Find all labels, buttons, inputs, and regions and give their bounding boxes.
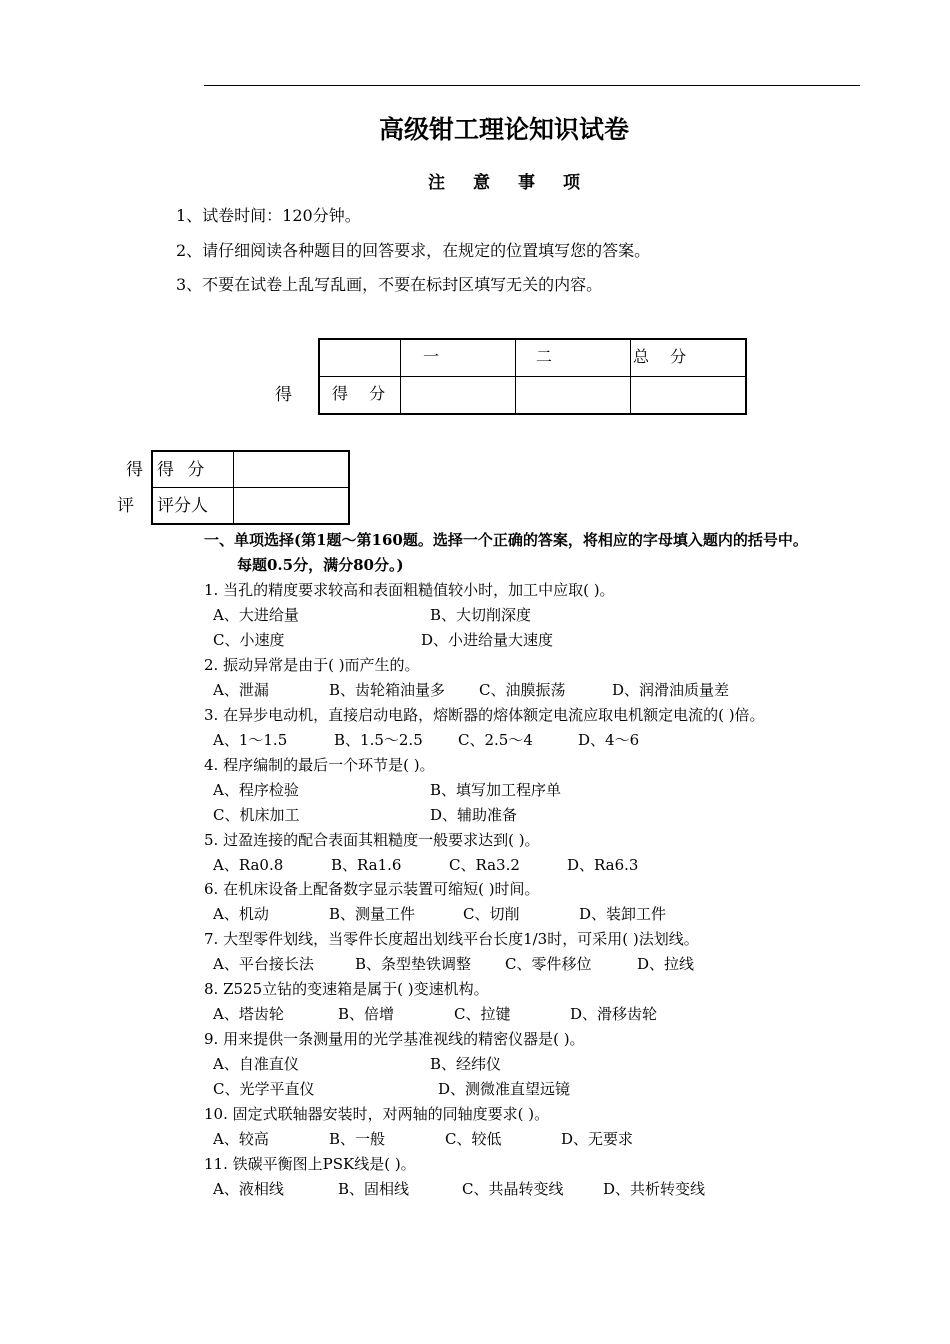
score-cell[interactable] — [401, 377, 516, 415]
question-option: C、Ra3.2 — [449, 856, 520, 874]
score-side-label: 得 — [275, 385, 292, 405]
score-header-cell — [319, 339, 401, 377]
score-header-cell: 二 — [516, 339, 631, 377]
question-option: A、机动 — [213, 905, 269, 923]
question-stem: 4. 程序编制的最后一个环节是( )。 — [204, 756, 435, 774]
question-option: D、Ra6.3 — [567, 856, 639, 874]
score-header-cell: 一 — [401, 339, 516, 377]
question-option: D、测微准直望远镜 — [438, 1080, 571, 1098]
grader-side-label: 评 — [117, 496, 134, 516]
question-option: D、润滑油质量差 — [612, 681, 730, 699]
question-option: A、大进给量 — [213, 606, 299, 624]
question-option: A、程序检验 — [213, 781, 299, 799]
question-option: C、光学平直仪 — [213, 1080, 315, 1098]
question-option: C、拉键 — [454, 1005, 511, 1023]
section-heading: 一、单项选择(第1题～第160题。选择一个正确的答案，将相应的字母填入题内的括号中。 — [204, 531, 808, 549]
notice-item: 3、不要在试卷上乱写乱画，不要在标封区填写无关的内容。 — [176, 275, 603, 294]
notice-item: 2、请仔细阅读各种题目的回答要求，在规定的位置填写您的答案。 — [176, 241, 651, 260]
question-option: A、1～1.5 — [213, 731, 288, 749]
notice-title: 注意事项 — [428, 173, 608, 193]
score-header-cell: 总 分 — [631, 339, 747, 377]
question-option: B、齿轮箱油量多 — [329, 681, 446, 699]
question-option: B、填写加工程序单 — [430, 781, 562, 799]
question-option: D、装卸工件 — [579, 905, 667, 923]
question-option: D、拉线 — [637, 955, 695, 973]
question-option: A、泄漏 — [213, 681, 269, 699]
question-stem: 11. 铁碳平衡图上PSK线是( )。 — [204, 1155, 416, 1173]
question-option: D、辅助准备 — [430, 806, 518, 824]
grader-cell[interactable] — [234, 451, 350, 488]
grader-cell[interactable] — [234, 488, 350, 525]
question-option: C、切削 — [463, 905, 520, 923]
question-stem: 5. 过盈连接的配合表面其粗糙度一般要求达到( )。 — [204, 831, 540, 849]
grader-row-label: 得 分 — [152, 451, 234, 488]
question-stem: 7. 大型零件划线，当零件长度超出划线平台长度1/3时，可采用( )法划线。 — [204, 930, 699, 948]
question-option: D、小进给量大速度 — [421, 631, 554, 649]
question-option: B、倍增 — [338, 1005, 395, 1023]
question-option: A、平台接长法 — [213, 955, 314, 973]
question-option: A、较高 — [213, 1130, 269, 1148]
grader-table — [151, 450, 350, 525]
page-title: 高级钳工理论知识试卷 — [378, 115, 629, 144]
score-cell[interactable] — [631, 377, 747, 415]
section-heading-continued: 每题0.5分，满分80分。) — [237, 556, 404, 574]
question-stem: 6. 在机床设备上配备数字显示装置可缩短( )时间。 — [204, 880, 540, 898]
question-option: C、零件移位 — [505, 955, 592, 973]
header-rule — [204, 85, 860, 86]
question-option: A、Ra0.8 — [213, 856, 284, 874]
question-stem: 8. Z525立钻的变速箱是属于( )变速机构。 — [204, 980, 489, 998]
score-table — [318, 338, 747, 415]
question-stem: 10. 固定式联轴器安装时，对两轴的同轴度要求( )。 — [204, 1105, 550, 1123]
score-row-label: 得 分 — [319, 377, 401, 415]
question-stem: 9. 用来提供一条测量用的光学基准视线的精密仪器是( )。 — [204, 1030, 585, 1048]
question-option: D、4～6 — [578, 731, 640, 749]
question-option: C、油膜振荡 — [479, 681, 566, 699]
question-option: B、1.5～2.5 — [334, 731, 423, 749]
question-option: C、小速度 — [213, 631, 285, 649]
question-option: B、大切削深度 — [430, 606, 532, 624]
question-option: B、Ra1.6 — [331, 856, 402, 874]
question-option: C、共晶转变线 — [462, 1180, 564, 1198]
question-option: D、无要求 — [561, 1130, 634, 1148]
question-option: D、共析转变线 — [603, 1180, 706, 1198]
question-stem: 3. 在异步电动机，直接启动电路，熔断器的熔体额定电流应取电机额定电流的( )倍。 — [204, 706, 765, 724]
question-option: B、一般 — [329, 1130, 386, 1148]
question-option: C、机床加工 — [213, 806, 300, 824]
question-option: B、条型垫铁调整 — [355, 955, 472, 973]
question-option: B、测量工件 — [329, 905, 416, 923]
question-option: C、较低 — [445, 1130, 502, 1148]
question-stem: 2. 振动异常是由于( )而产生的。 — [204, 656, 420, 674]
notice-item: 1、试卷时间：120分钟。 — [176, 206, 361, 225]
grader-row-label: 评分人 — [152, 488, 234, 525]
grader-side-label: 得 — [126, 460, 143, 480]
question-option: A、塔齿轮 — [213, 1005, 284, 1023]
question-option: A、液相线 — [213, 1180, 284, 1198]
question-option: B、经纬仪 — [430, 1055, 502, 1073]
question-stem: 1. 当孔的精度要求较高和表面粗糙值较小时，加工中应取( )。 — [204, 581, 615, 599]
question-option: D、滑移齿轮 — [570, 1005, 658, 1023]
question-option: A、自准直仪 — [213, 1055, 299, 1073]
question-option: C、2.5～4 — [458, 731, 533, 749]
score-cell[interactable] — [516, 377, 631, 415]
question-option: B、固相线 — [338, 1180, 410, 1198]
